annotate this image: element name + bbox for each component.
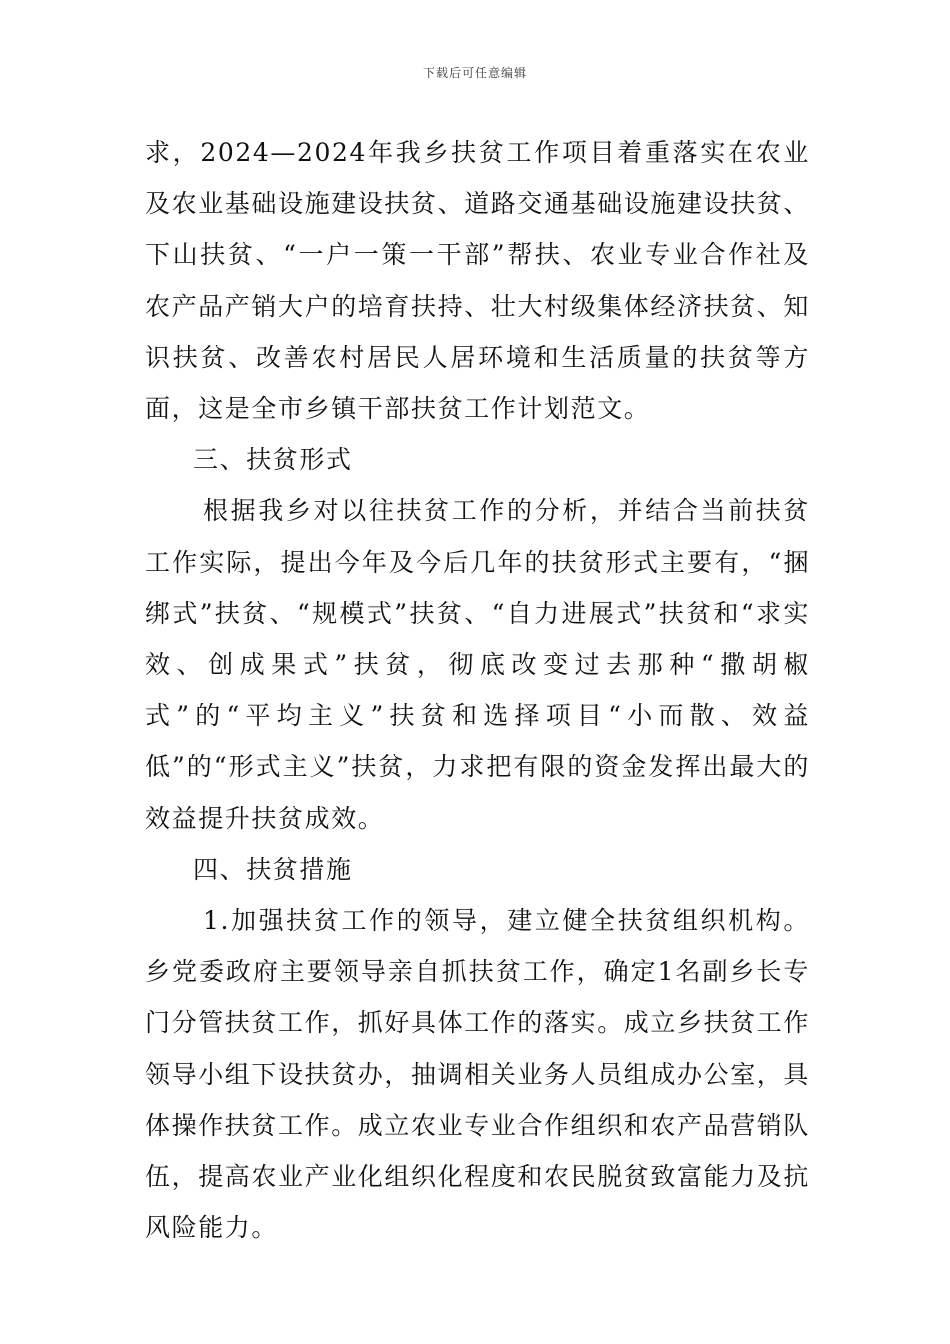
- header-note: 下载后可任意编辑: [422, 66, 527, 80]
- section-heading-forms: 三、扶贫形式: [193, 445, 353, 475]
- document-body: [145, 127, 810, 1253]
- section-heading-measures: 四、扶贫措施: [193, 854, 353, 884]
- paragraph-continued: 求，2024—2024年我乡扶贫工作项目着重落实在农业及农业基础设施建设扶贫、道路交通基础设施建设扶贫、下山扶贫、“一户一策一干部”帮扶、农业专业合作社及农产品产销大户的培育扶持、壮大村级集体经济扶贫、知识扶贫、改善农村居民人居环境和生活质量的扶贫等方面，这是全市乡镇干部扶贫工作计划范文。: [145, 138, 811, 424]
- paragraph-forms: 根据我乡对以往扶贫工作的分析，并结合当前扶贫工作实际，提出今年及今后几年的扶贫形式主要有，“捆绑式”扶贫、“规模式”扶贫、“自力进展式”扶贫和“求实效、创成果式”扶贫，彻底改变过去那种“撒胡椒式”的“平均主义”扶贫和选择项目“小而散、效益低”的“形式主义”扶贫，力求把有限的资金发挥出最大的效益提升扶贫成效。: [145, 496, 810, 833]
- paragraph-measure-1: 1.加强扶贫工作的领导，建立健全扶贫组织机构。乡党委政府主要领导亲自抓扶贫工作，确定1名副乡长专门分管扶贫工作，抓好具体工作的落实。成立乡扶贫工作领导小组下设扶贫办，抽调相关业务人员组成办公室，具体操作扶贫工作。成立农业专业合作组织和农产品营销队伍，提高农业产业化组织化程度和农民脱贫致富能力及抗风险能力。: [145, 906, 811, 1243]
